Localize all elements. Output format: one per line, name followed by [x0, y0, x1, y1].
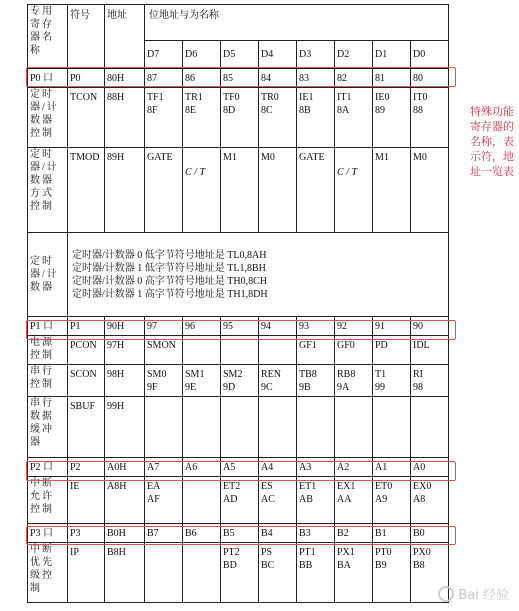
row-ip-category: 中断优先级控制 [28, 543, 68, 603]
row-p3-bit-4: B4 [259, 524, 297, 543]
row-ie-bit-3: ET1 AB [297, 477, 335, 524]
row-tcon-bit-1: IE0 89 [373, 88, 411, 148]
header-bit-d3: D3 [297, 41, 335, 69]
row-ip-bit-3: PT1 BB [297, 543, 335, 603]
timer-note-line: 定时器/计数器 1 低字节符号地址是 TL1,8BH [72, 262, 266, 274]
row-sbuf-address: 99H [105, 397, 145, 458]
row-ie-address: A8H [105, 477, 145, 524]
row-sbuf-bit-5 [221, 397, 259, 458]
watermark-text: Bai 经验 [458, 588, 509, 603]
row-p1-bit-5: 95 [221, 317, 259, 336]
row-p2-bit-1: A1 [373, 458, 411, 477]
row-sbuf-category: 串行数据缓冲器 [28, 397, 68, 458]
row-tcon-bit-7: TF1 8F [145, 88, 183, 148]
row-ie [28, 477, 449, 524]
highlight-p0 [26, 67, 456, 87]
row-scon-bit-0: RI 98 [411, 365, 449, 397]
row-p2-address: A0H [105, 458, 145, 477]
row-p1-bit-6: 96 [183, 317, 221, 336]
row-p0-bit-3: 83 [297, 69, 335, 88]
header-bit-d4: D4 [259, 41, 297, 69]
paw-logo-icon [438, 586, 454, 602]
row-ie-category: 中断允许控制 [28, 477, 68, 524]
row-scon-bit-1: T1 99 [373, 365, 411, 397]
row-pcon-symbol: PCON [68, 336, 105, 365]
row-tmod-bit-6: C / T [183, 148, 221, 233]
row-sbuf-bit-6 [183, 397, 221, 458]
watermark [438, 584, 509, 603]
row-p2-symbol: P2 [68, 458, 105, 477]
row-scon-bit-4: REN 9C [259, 365, 297, 397]
row-ie-bit-5: ET2 AD [221, 477, 259, 524]
row-p0-bit-6: 86 [183, 69, 221, 88]
row-p2-bit-6: A6 [183, 458, 221, 477]
row-p0-address: 80H [105, 69, 145, 88]
row-p2-bit-7: A7 [145, 458, 183, 477]
row-scon-symbol: SCON [68, 365, 105, 397]
row-scon [28, 365, 449, 397]
timer-note-line: 定时器/计数器 0 高字节符号地址是 TH0,8CH [72, 275, 267, 287]
row-pcon-bit-2: GF0 [335, 336, 373, 365]
row-p0-bit-5: 85 [221, 69, 259, 88]
row-pcon-bit-3: GF1 [297, 336, 335, 365]
row-p1-bit-1: 91 [373, 317, 411, 336]
row-sbuf-bit-0 [411, 397, 449, 458]
row-ip-bit-7 [145, 543, 183, 603]
timer-note-line: 定时器/计数器 0 低字节符号地址是 TL0,8AH [72, 249, 267, 261]
highlight-p1 [26, 320, 456, 340]
row-ie-bit-1: ET0 A9 [373, 477, 411, 524]
row-scon-bit-7: SM0 9F [145, 365, 183, 397]
row-p3-bit-3: B3 [297, 524, 335, 543]
row-tmod-bit-3: GATE [297, 148, 335, 233]
row-ie-bit-7: EA AF [145, 477, 183, 524]
row-sbuf-bit-1 [373, 397, 411, 458]
row-ip-address: B8H [105, 543, 145, 603]
row-tmod-category: 定时器/计数器方式控制 [28, 148, 68, 233]
row-p1-address: 90H [105, 317, 145, 336]
row-p1-category: P1 口 [28, 317, 68, 336]
row-ie-bit-2: EX1 AA [335, 477, 373, 524]
row-p0-bit-1: 81 [373, 69, 411, 88]
row-tmod [28, 148, 449, 233]
row-p2-category: P2 口 [28, 458, 68, 477]
row-ip-symbol: IP [68, 543, 105, 603]
row-scon-category: 串行控制 [28, 365, 68, 397]
row-ip [28, 543, 449, 603]
row-scon-address: 98H [105, 365, 145, 397]
row-tmod-bit-1: M1 [373, 148, 411, 233]
header-bit-d5: D5 [221, 41, 259, 69]
header-bit-d7: D7 [145, 41, 183, 69]
row-scon-bit-6: SM1 9E [183, 365, 221, 397]
row-pcon-bit-1: PD [373, 336, 411, 365]
row-tmod-bit-2: C / T [335, 148, 373, 233]
row-tcon-bit-6: TR1 8E [183, 88, 221, 148]
header-bit-d6: D6 [183, 41, 221, 69]
row-ip-bit-2: PX1 BA [335, 543, 373, 603]
row-ip-bit-0: PX0 B8 [411, 543, 449, 603]
row-p3-address: B0H [105, 524, 145, 543]
row-tmod-symbol: TMOD [68, 148, 105, 233]
row-ip-bit-1: PT0 B9 [373, 543, 411, 603]
row-p1-bit-2: 92 [335, 317, 373, 336]
row-p0-bit-2: 82 [335, 69, 373, 88]
row-tcon [28, 88, 449, 148]
row-tcon-bit-5: TF0 8D [221, 88, 259, 148]
row-p3-bit-1: B1 [373, 524, 411, 543]
row-ie-symbol: IE [68, 477, 105, 524]
row-p2-bit-3: A3 [297, 458, 335, 477]
row-pcon-bit-7: SMON [145, 336, 183, 365]
timer-note-line: 定时器/计数器 1 高字节符号地址是 TH1,8DH [72, 288, 268, 300]
row-ie-bit-6 [183, 477, 221, 524]
header-bit-d1: D1 [373, 41, 411, 69]
row-scon-bit-3: TB8 9B [297, 365, 335, 397]
row-p2-bit-0: A0 [411, 458, 449, 477]
row-p3-bit-0: B0 [411, 524, 449, 543]
row-p2-bit-4: A4 [259, 458, 297, 477]
row-tmod-bit-5: M1 [221, 148, 259, 233]
row-p1-symbol: P1 [68, 317, 105, 336]
row-p3-category: P3 口 [28, 524, 68, 543]
row-tmod-bit-0: M0 [411, 148, 449, 233]
row-tmod-bit-7: GATE [145, 148, 183, 233]
row-p0-bit-4: 84 [259, 69, 297, 88]
row-timer [28, 233, 449, 317]
highlight-p3 [26, 526, 456, 545]
row-ie-bit-4: ES AC [259, 477, 297, 524]
row-p3-bit-2: B2 [335, 524, 373, 543]
row-pcon-address: 97H [105, 336, 145, 365]
header-address: 地址 [105, 5, 145, 69]
row-p3-symbol: P3 [68, 524, 105, 543]
row-p0-bit-0: 80 [411, 69, 449, 88]
header-category: 专用寄存器名称 [28, 5, 68, 69]
row-tcon-symbol: TCON [68, 88, 105, 148]
header-bit-d2: D2 [335, 41, 373, 69]
row-pcon-category: 电源控制 [28, 336, 68, 365]
row-p0-symbol: P0 [68, 69, 105, 88]
row-tcon-bit-4: TR0 8C [259, 88, 297, 148]
header-symbol: 符号 [68, 5, 105, 69]
row-p3-bit-5: B5 [221, 524, 259, 543]
sfr-table [27, 4, 449, 603]
row-sbuf [28, 397, 449, 458]
row-tcon-bit-0: IT0 88 [411, 88, 449, 148]
row-scon-bit-2: RB8 9A [335, 365, 373, 397]
row-tcon-bit-3: IE1 8B [297, 88, 335, 148]
row-p1-bit-3: 93 [297, 317, 335, 336]
row-ip-bit-5: PT2 BD [221, 543, 259, 603]
row-sbuf-bit-4 [259, 397, 297, 458]
row-p3-bit-7: B7 [145, 524, 183, 543]
row-ip-bit-4: PS BC [259, 543, 297, 603]
row-tcon-category: 定时器/计数器控制 [28, 88, 68, 148]
row-tmod-bit-4: M0 [259, 148, 297, 233]
row-ip-bit-6 [183, 543, 221, 603]
header-row [28, 5, 449, 41]
row-p0-category: P0 口 [28, 69, 68, 88]
timer-notes [68, 233, 449, 317]
annotation-note: 特殊功能寄存器的名称，表示符，地址一览表 [470, 105, 514, 178]
header-bit-d0: D0 [411, 41, 449, 69]
row-scon-bit-5: SM2 9D [221, 365, 259, 397]
row-p0-bit-7: 87 [145, 69, 183, 88]
row-timer-category: 定时器/计数器 [28, 233, 68, 317]
row-p2-bit-5: A5 [221, 458, 259, 477]
row-p3-bit-6: B6 [183, 524, 221, 543]
highlight-p2 [26, 461, 456, 481]
row-sbuf-bit-7 [145, 397, 183, 458]
row-tcon-bit-2: IT1 8A [335, 88, 373, 148]
row-p1-bit-0: 90 [411, 317, 449, 336]
row-p1-bit-4: 94 [259, 317, 297, 336]
row-sbuf-bit-2 [335, 397, 373, 458]
row-pcon-bit-0: IDL [411, 336, 449, 365]
row-p2-bit-2: A2 [335, 458, 373, 477]
row-sbuf-bit-3 [297, 397, 335, 458]
row-tcon-address: 88H [105, 88, 145, 148]
row-ie-bit-0: EX0 A8 [411, 477, 449, 524]
header-bit-title: 位地址与为名称 [145, 5, 449, 41]
row-p1-bit-7: 97 [145, 317, 183, 336]
row-sbuf-symbol: SBUF [68, 397, 105, 458]
row-tmod-address: 89H [105, 148, 145, 233]
